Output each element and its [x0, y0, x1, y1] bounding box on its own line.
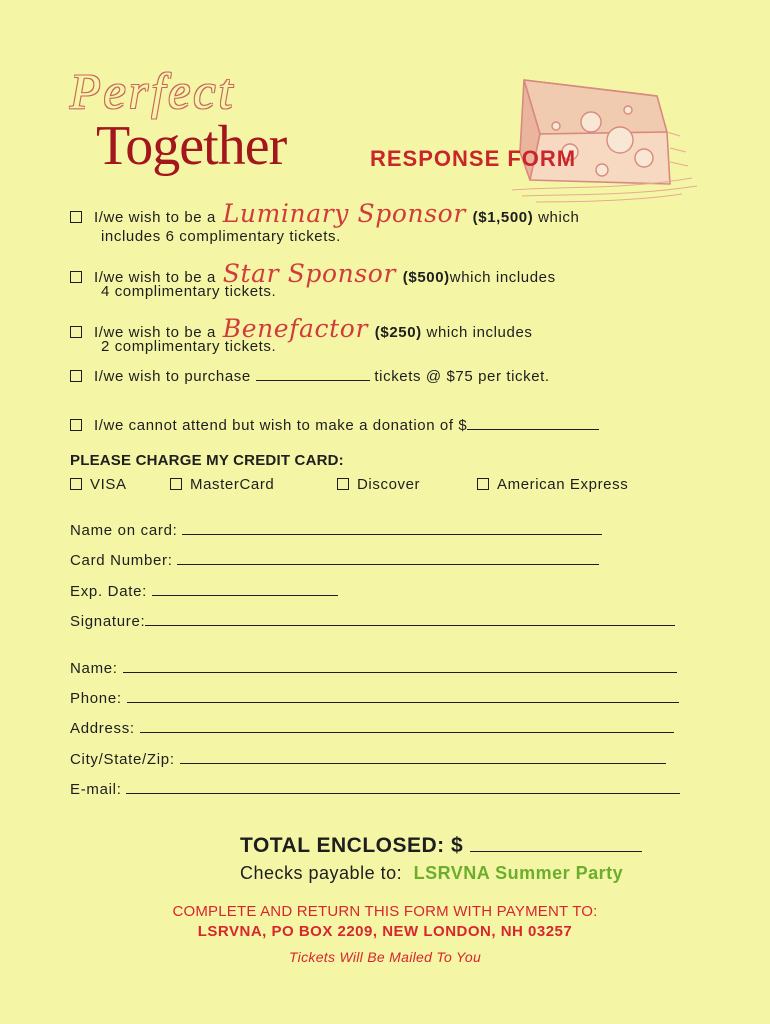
card-type-options [0, 476, 770, 496]
star-checkbox[interactable] [70, 271, 82, 283]
card-visa[interactable] [70, 476, 127, 493]
option-text: which includes [449, 269, 556, 286]
signature-field[interactable] [145, 612, 675, 626]
purchase-checkbox[interactable] [70, 370, 82, 382]
city-row [70, 750, 666, 768]
option-text: which includes [426, 324, 533, 341]
tickets-note: Tickets Will Be Mailed To You [288, 949, 482, 965]
option-text: I/we cannot attend but wish to make a donation of $ [94, 417, 468, 434]
mailing-address: LSRVNA, PO BOX 2209, NEW LONDON, NH 03257 [197, 923, 573, 940]
email-row [70, 780, 680, 798]
phone-field[interactable] [127, 689, 679, 703]
level-star-sponsor: Star Sponsor [222, 259, 397, 288]
benefactor-checkbox[interactable] [70, 326, 82, 338]
checks-payable-label: Checks payable to: [240, 863, 403, 883]
option-text: which [538, 209, 580, 226]
card-mastercard[interactable] [170, 476, 274, 493]
total-label: TOTAL ENCLOSED: $ [240, 834, 464, 857]
card-label: MasterCard [190, 476, 275, 493]
luminary-checkbox[interactable] [70, 211, 82, 223]
option-text: tickets @ $75 per ticket. [374, 368, 550, 385]
name-row [70, 659, 677, 677]
field-label: Exp. Date: [70, 583, 148, 600]
cheese-illustration [452, 62, 702, 212]
amount-star: ($500) [402, 269, 450, 286]
option-text: I/we wish to be a [94, 324, 216, 341]
title-together: Together [96, 115, 287, 177]
option-text: I/we wish to be a [94, 209, 216, 226]
checks-payable-row [240, 863, 623, 884]
card-amex[interactable] [477, 476, 628, 493]
option-luminary-line2: includes 6 complimentary tickets. [101, 228, 341, 245]
field-label: Signature: [70, 613, 146, 630]
exp-date-field[interactable] [152, 582, 338, 596]
field-label: Card Number: [70, 552, 173, 569]
card-label: Discover [357, 476, 421, 493]
level-benefactor: Benefactor [222, 314, 368, 343]
donation-amount-field[interactable] [467, 416, 599, 430]
field-label: Name on card: [70, 522, 178, 539]
phone-row [70, 689, 679, 707]
donation-checkbox[interactable] [70, 419, 82, 431]
credit-card-heading: PLEASE CHARGE MY CREDIT CARD: [70, 452, 344, 469]
option-purchase [70, 367, 550, 385]
field-label: City/State/Zip: [70, 751, 175, 768]
city-state-zip-field[interactable] [180, 750, 666, 764]
amount-benefactor: ($250) [374, 324, 422, 341]
signature-row [70, 612, 675, 630]
level-luminary-sponsor: Luminary Sponsor [222, 199, 466, 228]
ticket-quantity-field[interactable] [256, 367, 370, 381]
option-text: I/we wish to be a [94, 269, 216, 286]
amex-checkbox[interactable] [477, 478, 489, 490]
field-label: E-mail: [70, 781, 122, 798]
return-instructions: COMPLETE AND RETURN THIS FORM WITH PAYMENT TO: [172, 903, 598, 920]
amount-luminary: ($1,500) [472, 209, 534, 226]
title-perfect: Perfect [70, 63, 236, 119]
card-number-field[interactable] [177, 551, 599, 565]
field-label: Name: [70, 660, 118, 677]
name-on-card-row [70, 521, 602, 539]
name-field[interactable] [123, 659, 677, 673]
email-field[interactable] [126, 780, 680, 794]
option-donation [70, 416, 599, 434]
mastercard-checkbox[interactable] [170, 478, 182, 490]
card-label: American Express [497, 476, 629, 493]
option-star-line2: 4 complimentary tickets. [101, 283, 277, 300]
option-benefactor-line2: 2 complimentary tickets. [101, 338, 277, 355]
address-row [70, 719, 674, 737]
card-label: VISA [90, 476, 127, 493]
exp-date-row [70, 582, 338, 600]
payee-name: LSRVNA Summer Party [413, 863, 624, 883]
name-on-card-field[interactable] [182, 521, 602, 535]
total-enclosed-row [240, 834, 642, 858]
card-discover[interactable] [337, 476, 420, 493]
address-field[interactable] [140, 719, 674, 733]
field-label: Address: [70, 720, 135, 737]
field-label: Phone: [70, 690, 122, 707]
visa-checkbox[interactable] [70, 478, 82, 490]
discover-checkbox[interactable] [337, 478, 349, 490]
total-amount-field[interactable] [470, 835, 642, 852]
response-form-heading: RESPONSE FORM [370, 146, 577, 171]
option-luminary [70, 199, 579, 228]
card-number-row [70, 551, 599, 569]
option-text: I/we wish to purchase [94, 368, 251, 385]
